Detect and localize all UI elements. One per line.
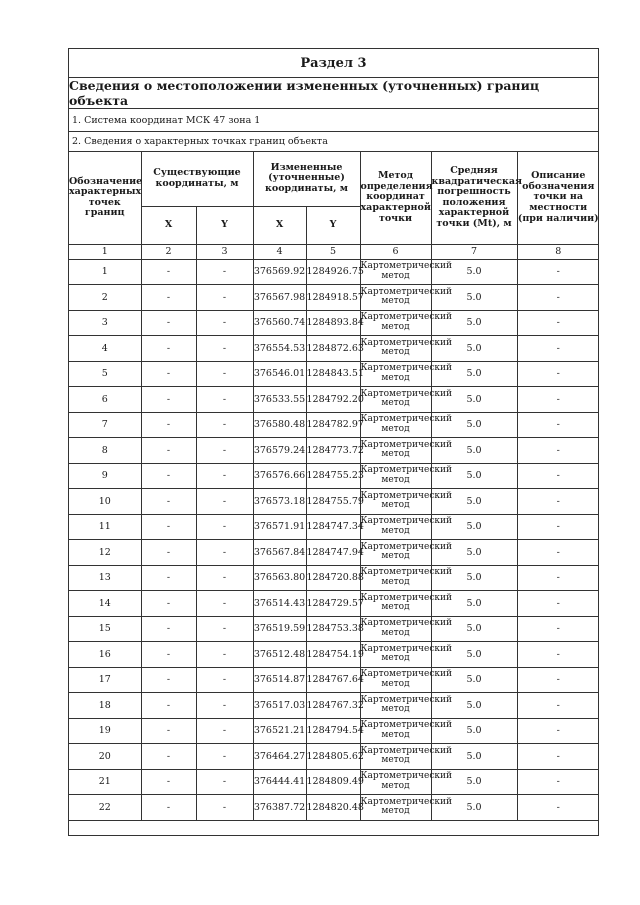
table-row [69, 438, 599, 464]
cell-changed-y: 1284767.32 [306, 693, 360, 719]
cell-point-description: - [517, 769, 599, 795]
cell-existing-y: - [196, 642, 253, 668]
cell-changed-y: 1284773.72 [306, 438, 360, 464]
cell-method: Картометрический метод [360, 489, 431, 515]
cell-point-number: 19 [69, 718, 141, 744]
table-body [69, 259, 599, 820]
cell-changed-y: 1284872.63 [306, 336, 360, 362]
table-row [69, 642, 599, 668]
cell-point-description: - [517, 667, 599, 693]
cell-mean-error: 5.0 [431, 310, 517, 336]
table-row [69, 412, 599, 438]
cell-existing-x: - [141, 387, 196, 413]
cell-point-number: 9 [69, 463, 141, 489]
cell-changed-y: 1284809.49 [306, 769, 360, 795]
table-row [69, 616, 599, 642]
cell-point-number: 14 [69, 591, 141, 617]
cell-existing-y: - [196, 718, 253, 744]
header-changed-x: X [253, 206, 306, 244]
cell-mean-error: 5.0 [431, 412, 517, 438]
cell-existing-x: - [141, 361, 196, 387]
cell-mean-error: 5.0 [431, 616, 517, 642]
cell-changed-y: 1284893.84 [306, 310, 360, 336]
cell-point-description: - [517, 540, 599, 566]
document-sheet [68, 48, 599, 836]
cell-point-number: 10 [69, 489, 141, 515]
cell-point-number: 21 [69, 769, 141, 795]
cell-point-number: 2 [69, 285, 141, 311]
cell-changed-y: 1284792.20 [306, 387, 360, 413]
cell-point-description: - [517, 514, 599, 540]
cell-mean-error: 5.0 [431, 718, 517, 744]
cell-existing-x: - [141, 795, 196, 821]
cell-changed-y: 1284729.57 [306, 591, 360, 617]
cell-existing-x: - [141, 667, 196, 693]
header-existing-x: X [141, 206, 196, 244]
header-method: Метод определения координат характерной точки [360, 152, 431, 244]
cell-existing-x: - [141, 412, 196, 438]
cell-existing-x: - [141, 285, 196, 311]
table-row [69, 795, 599, 821]
cell-existing-y: - [196, 285, 253, 311]
cell-point-description: - [517, 310, 599, 336]
cell-mean-error: 5.0 [431, 744, 517, 770]
cell-existing-x: - [141, 489, 196, 515]
cell-point-number: 5 [69, 361, 141, 387]
cell-existing-x: - [141, 693, 196, 719]
cell-changed-x: 376576.66 [253, 463, 306, 489]
cell-changed-x: 376569.92 [253, 259, 306, 285]
cell-existing-x: - [141, 310, 196, 336]
cell-point-number: 7 [69, 412, 141, 438]
cell-changed-x: 376533.55 [253, 387, 306, 413]
header-existing-coords: Существующие координаты, м [141, 152, 253, 206]
cell-changed-x: 376514.43 [253, 591, 306, 617]
table-row [69, 769, 599, 795]
cell-changed-y: 1284794.54 [306, 718, 360, 744]
cell-point-description: - [517, 744, 599, 770]
cell-existing-y: - [196, 361, 253, 387]
cell-mean-error: 5.0 [431, 769, 517, 795]
cell-point-description: - [517, 489, 599, 515]
cell-changed-y: 1284754.19 [306, 642, 360, 668]
cell-mean-error: 5.0 [431, 514, 517, 540]
cell-point-description: - [517, 565, 599, 591]
cell-changed-x: 376519.59 [253, 616, 306, 642]
cell-changed-x: 376567.98 [253, 285, 306, 311]
cell-method: Картометрический метод [360, 259, 431, 285]
cell-point-number: 18 [69, 693, 141, 719]
cell-method: Картометрический метод [360, 667, 431, 693]
cell-changed-x: 376514.87 [253, 667, 306, 693]
cell-mean-error: 5.0 [431, 540, 517, 566]
header-changed-coords: Измененные (уточненные) координаты, м [253, 152, 360, 206]
header-description: Описание обозначения точки на местности (при наличии) [517, 152, 599, 244]
cell-existing-y: - [196, 667, 253, 693]
coordinate-system-line: 1. Система координат МСК 47 зона 1 [69, 109, 598, 132]
points-info-line: 2. Сведения о характерных точках границ объекта [69, 132, 598, 152]
cell-changed-x: 376573.18 [253, 489, 306, 515]
cell-existing-x: - [141, 616, 196, 642]
cell-changed-x: 376560.74 [253, 310, 306, 336]
cell-existing-y: - [196, 463, 253, 489]
cell-changed-y: 1284755.23 [306, 463, 360, 489]
cell-changed-x: 376512.48 [253, 642, 306, 668]
cell-existing-x: - [141, 718, 196, 744]
cell-changed-x: 376563.80 [253, 565, 306, 591]
table-row [69, 514, 599, 540]
cell-changed-y: 1284767.64 [306, 667, 360, 693]
cell-mean-error: 5.0 [431, 642, 517, 668]
cell-existing-x: - [141, 336, 196, 362]
cell-point-description: - [517, 795, 599, 821]
table-row [69, 667, 599, 693]
boundary-points-table [69, 152, 599, 840]
cell-method: Картометрический метод [360, 361, 431, 387]
table-row [69, 259, 599, 285]
cell-existing-x: - [141, 591, 196, 617]
cell-existing-y: - [196, 616, 253, 642]
cell-existing-y: - [196, 489, 253, 515]
table-row [69, 540, 599, 566]
cell-point-description: - [517, 285, 599, 311]
document-title: Сведения о местоположении измененных (уточненных) границ объекта [69, 78, 598, 109]
cell-mean-error: 5.0 [431, 489, 517, 515]
cell-mean-error: 5.0 [431, 259, 517, 285]
cell-changed-y: 1284755.79 [306, 489, 360, 515]
cell-existing-y: - [196, 438, 253, 464]
table-row [69, 463, 599, 489]
cell-method: Картометрический метод [360, 693, 431, 719]
cell-existing-x: - [141, 540, 196, 566]
column-number: 4 [253, 244, 306, 259]
cell-method: Картометрический метод [360, 540, 431, 566]
table-row [69, 285, 599, 311]
table-row [69, 489, 599, 515]
cell-mean-error: 5.0 [431, 693, 517, 719]
cell-changed-y: 1284926.75 [306, 259, 360, 285]
cell-changed-y: 1284753.38 [306, 616, 360, 642]
table-row [69, 336, 599, 362]
cell-point-description: - [517, 693, 599, 719]
cell-mean-error: 5.0 [431, 565, 517, 591]
cell-method: Картометрический метод [360, 514, 431, 540]
column-number: 2 [141, 244, 196, 259]
cell-method: Картометрический метод [360, 438, 431, 464]
header-existing-y: Y [196, 206, 253, 244]
cell-method: Картометрический метод [360, 591, 431, 617]
cell-changed-y: 1284918.57 [306, 285, 360, 311]
cell-existing-x: - [141, 642, 196, 668]
cell-point-description: - [517, 718, 599, 744]
cell-point-description: - [517, 642, 599, 668]
cell-point-description: - [517, 616, 599, 642]
cell-method: Картометрический метод [360, 642, 431, 668]
cell-existing-y: - [196, 565, 253, 591]
cell-mean-error: 5.0 [431, 667, 517, 693]
cell-changed-y: 1284820.48 [306, 795, 360, 821]
cell-mean-error: 5.0 [431, 463, 517, 489]
cell-mean-error: 5.0 [431, 795, 517, 821]
cell-point-number: 22 [69, 795, 141, 821]
table-row [69, 718, 599, 744]
cell-existing-y: - [196, 514, 253, 540]
cell-point-number: 12 [69, 540, 141, 566]
table-row [69, 565, 599, 591]
cell-point-number: 15 [69, 616, 141, 642]
cell-changed-x: 376387.72 [253, 795, 306, 821]
table-row [69, 744, 599, 770]
cell-point-number: 3 [69, 310, 141, 336]
cell-point-number: 16 [69, 642, 141, 668]
cell-point-description: - [517, 387, 599, 413]
cell-point-number: 11 [69, 514, 141, 540]
cell-existing-y: - [196, 310, 253, 336]
column-number: 8 [517, 244, 599, 259]
cell-point-number: 17 [69, 667, 141, 693]
cell-existing-x: - [141, 744, 196, 770]
cell-changed-x: 376444.41 [253, 769, 306, 795]
cell-point-description: - [517, 336, 599, 362]
cell-method: Картометрический метод [360, 565, 431, 591]
cell-existing-x: - [141, 769, 196, 795]
cell-mean-error: 5.0 [431, 591, 517, 617]
cell-point-number: 20 [69, 744, 141, 770]
cell-changed-x: 376554.53 [253, 336, 306, 362]
cell-mean-error: 5.0 [431, 387, 517, 413]
cell-point-description: - [517, 463, 599, 489]
cell-method: Картометрический метод [360, 310, 431, 336]
cell-mean-error: 5.0 [431, 285, 517, 311]
cell-existing-y: - [196, 259, 253, 285]
cell-changed-y: 1284843.51 [306, 361, 360, 387]
cell-point-number: 4 [69, 336, 141, 362]
column-number: 7 [431, 244, 517, 259]
cell-existing-x: - [141, 259, 196, 285]
cell-method: Картометрический метод [360, 718, 431, 744]
cell-method: Картометрический метод [360, 463, 431, 489]
cell-changed-y: 1284782.97 [306, 412, 360, 438]
cell-existing-y: - [196, 769, 253, 795]
cell-existing-x: - [141, 514, 196, 540]
cell-changed-x: 376464.27 [253, 744, 306, 770]
header-error: Средняя квадратическая погрешность положения характерной точки (Mt), м [431, 152, 517, 244]
table-row [69, 387, 599, 413]
cell-method: Картометрический метод [360, 285, 431, 311]
cell-existing-y: - [196, 540, 253, 566]
cell-point-number: 8 [69, 438, 141, 464]
cell-point-description: - [517, 259, 599, 285]
cell-mean-error: 5.0 [431, 336, 517, 362]
header-changed-y: Y [306, 206, 360, 244]
cell-changed-x: 376517.03 [253, 693, 306, 719]
cell-changed-y: 1284747.94 [306, 540, 360, 566]
cell-changed-x: 376580.48 [253, 412, 306, 438]
cell-existing-x: - [141, 438, 196, 464]
cell-point-number: 6 [69, 387, 141, 413]
cell-existing-y: - [196, 744, 253, 770]
cell-changed-x: 376567.84 [253, 540, 306, 566]
cell-changed-y: 1284720.88 [306, 565, 360, 591]
column-number: 5 [306, 244, 360, 259]
cell-changed-y: 1284805.62 [306, 744, 360, 770]
cell-method: Картометрический метод [360, 387, 431, 413]
table-row [69, 310, 599, 336]
cell-point-description: - [517, 591, 599, 617]
table-row [69, 591, 599, 617]
cell-existing-y: - [196, 591, 253, 617]
cell-existing-y: - [196, 795, 253, 821]
cell-existing-y: - [196, 336, 253, 362]
cell-existing-x: - [141, 463, 196, 489]
cell-changed-x: 376521.21 [253, 718, 306, 744]
column-number: 3 [196, 244, 253, 259]
cell-point-number: 1 [69, 259, 141, 285]
cell-mean-error: 5.0 [431, 361, 517, 387]
cell-mean-error: 5.0 [431, 438, 517, 464]
cell-point-description: - [517, 412, 599, 438]
cell-method: Картометрический метод [360, 795, 431, 821]
cell-existing-y: - [196, 412, 253, 438]
table-row [69, 693, 599, 719]
cell-method: Картометрический метод [360, 616, 431, 642]
column-number: 1 [69, 244, 141, 259]
cell-existing-y: - [196, 693, 253, 719]
section-title: Раздел 3 [69, 49, 598, 78]
cell-changed-x: 376579.24 [253, 438, 306, 464]
column-numbers-row [69, 244, 599, 259]
cell-method: Картометрический метод [360, 412, 431, 438]
cell-existing-x: - [141, 565, 196, 591]
column-number: 6 [360, 244, 431, 259]
cell-method: Картометрический метод [360, 744, 431, 770]
cell-changed-x: 376546.01 [253, 361, 306, 387]
cell-method: Картометрический метод [360, 336, 431, 362]
cell-changed-x: 376571.91 [253, 514, 306, 540]
cell-point-description: - [517, 438, 599, 464]
cell-existing-y: - [196, 387, 253, 413]
table-empty-tail [69, 820, 599, 840]
header-designation: Обозначение характерных точек границ [69, 152, 141, 244]
cell-method: Картометрический метод [360, 769, 431, 795]
cell-point-description: - [517, 361, 599, 387]
table-row [69, 361, 599, 387]
cell-changed-y: 1284747.34 [306, 514, 360, 540]
cell-point-number: 13 [69, 565, 141, 591]
